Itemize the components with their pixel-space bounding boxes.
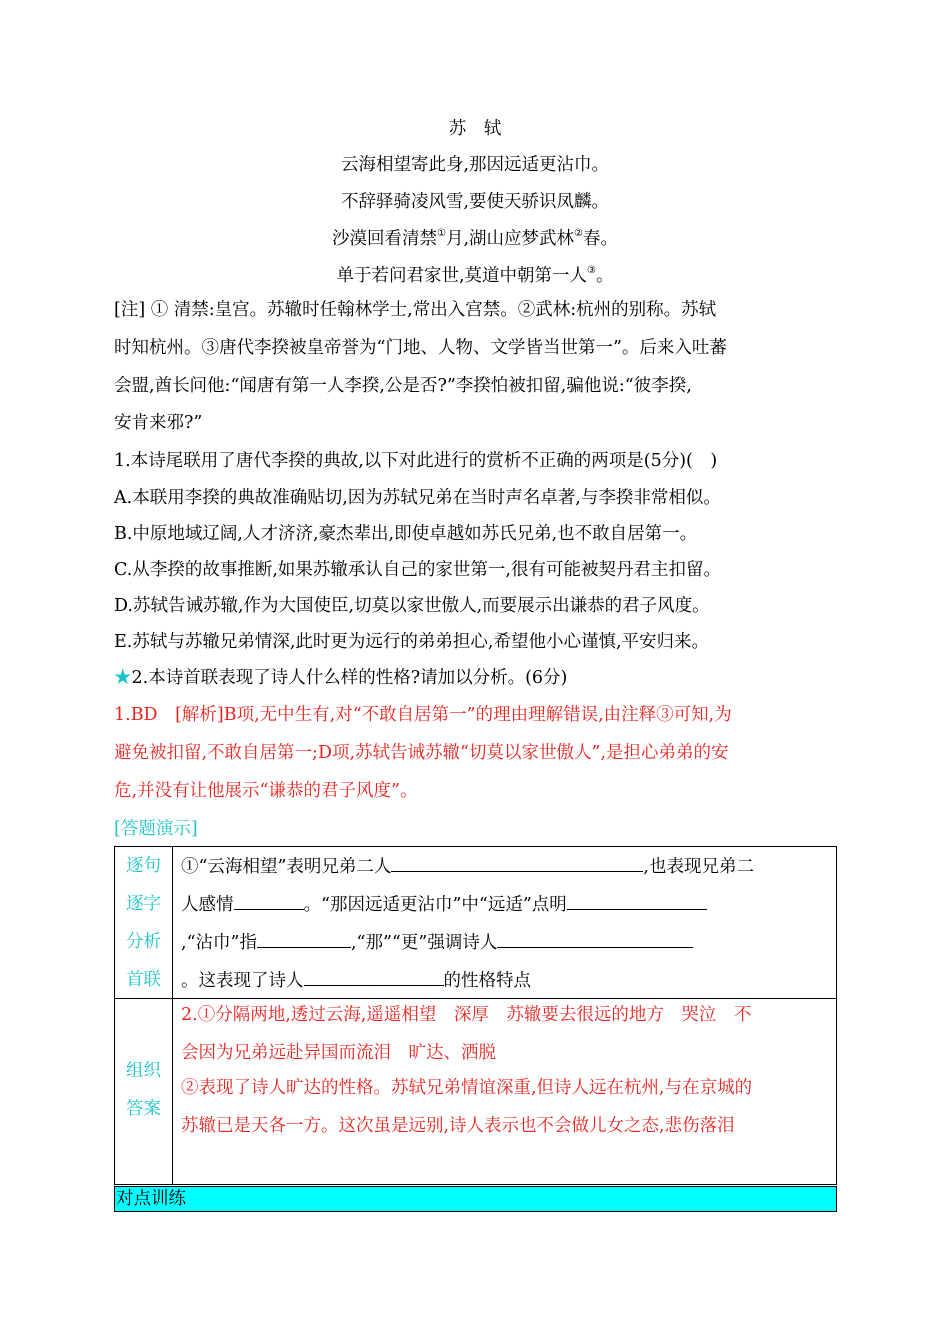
row-2-text: 苏辙已是天各一方。这次虽是远别,诗人表示也不会做儿女之态,悲伤落泪: [181, 1116, 735, 1136]
answer-1-line: 1.BD [解析]B项,无中生有,对“不敢自居第一”的理由理解错误,由注释③可知,为: [114, 705, 732, 725]
answer-1-line: 危,并没有让他展示“谦恭的君子风度”。: [114, 781, 418, 801]
option-c: C.从李揆的故事推断,如果苏辙承认自己的家世第一,很有可能被契丹君主扣留。: [114, 560, 721, 580]
row-1-label: 逐句 逐字 分析 首联: [126, 856, 161, 990]
table-divider: [115, 998, 836, 999]
fill-blank[interactable]: [497, 929, 693, 948]
row-1-text: ①“云海相望”表明兄弟二人 ,也表现兄弟二: [181, 853, 754, 879]
question-2-stem: ★2.本诗首联表现了诗人什么样的性格?请加以分析。(6分): [114, 668, 568, 688]
row-2-label: 组织 答案: [126, 1061, 161, 1119]
option-e: E.苏轼与苏辙兄弟情深,此时更为远行的弟弟担心,希望他小心谨慎,平安归来。: [114, 632, 710, 652]
fill-blank[interactable]: [391, 853, 643, 872]
answer-table: [114, 846, 837, 1185]
row-1-text: 人感情 。“那因远适更沾巾”中“远适”点明: [181, 891, 707, 917]
row-2-text: 会因为兄弟远赴异国而流泪 旷达、洒脱: [181, 1043, 496, 1063]
row-1-text: 。这表现了诗人 的性格特点: [181, 967, 531, 993]
poem-line-2: 不辞驿骑凌风雪,要使天骄识凤麟。: [340, 192, 610, 212]
row-1-text: ,“沾巾”指 ,“那”“更”强调诗人: [181, 929, 693, 955]
table-divider: [172, 847, 173, 1184]
annotation-line: [注] ① 清禁:皇宫。苏辙时任翰林学士,常出入宫禁。②武林:杭州的别称。苏轼: [114, 300, 717, 320]
note-mark-2: ②: [574, 228, 583, 239]
fill-blank[interactable]: [234, 891, 304, 910]
option-a: A.本联用李揆的典故准确贴切,因为苏轼兄弟在当时声名卓著,与李揆非常相似。: [114, 488, 721, 508]
fill-blank[interactable]: [257, 929, 351, 948]
star-icon: ★: [114, 668, 132, 688]
question-1-stem: 1.本诗尾联用了唐代李揆的典故,以下对此进行的赏析不正确的两项是(5分)( ): [114, 451, 718, 471]
poem-line-3: 沙漠回看清禁①月,湖山应梦武林②春。: [332, 228, 618, 249]
option-b: B.中原地域辽阔,人才济济,豪杰辈出,即使卓越如苏氏兄弟,也不敢自居第一。: [114, 524, 698, 544]
poem-title: 苏 轼: [448, 119, 502, 139]
annotation-line: 安肯来邪?”: [114, 413, 203, 433]
note-mark-1: ①: [437, 228, 446, 239]
row-2-text: ②表现了诗人旷达的性格。苏轼兄弟情谊深重,但诗人远在杭州,与在京城的: [181, 1078, 753, 1098]
annotation-line: 时知杭州。③唐代李揆被皇帝誉为“门地、人物、文学皆当世第一”。后来入吐蕃: [114, 338, 727, 358]
answer-demo-label: [答题演示]: [114, 819, 198, 839]
option-d: D.苏轼告诫苏辙,作为大国使臣,切莫以家世傲人,而要展示出谦恭的君子风度。: [114, 596, 710, 616]
poem-line-1: 云海相望寄此身,那因远适更沾巾。: [340, 155, 610, 175]
section-banner: 对点训练: [114, 1186, 837, 1212]
note-mark-3: ③: [587, 265, 597, 276]
fill-blank[interactable]: [304, 967, 444, 986]
fill-blank[interactable]: [567, 891, 707, 910]
row-2-text: 2.①分隔两地,透过云海,遥遥相望 深厚 苏辙要去很远的地方 哭泣 不: [181, 1005, 752, 1025]
poem-line-4: 单于若问君家世,莫道中朝第一人③。: [336, 265, 614, 286]
annotation-line: 会盟,酋长问他:“闻唐有第一人李揆,公是否?”李揆怕被扣留,骗他说:“彼李揆,: [114, 376, 692, 396]
answer-1-line: 避免被扣留,不敢自居第一;D项,苏轼告诫苏辙“切莫以家世傲人”,是担心弟弟的安: [114, 743, 729, 763]
